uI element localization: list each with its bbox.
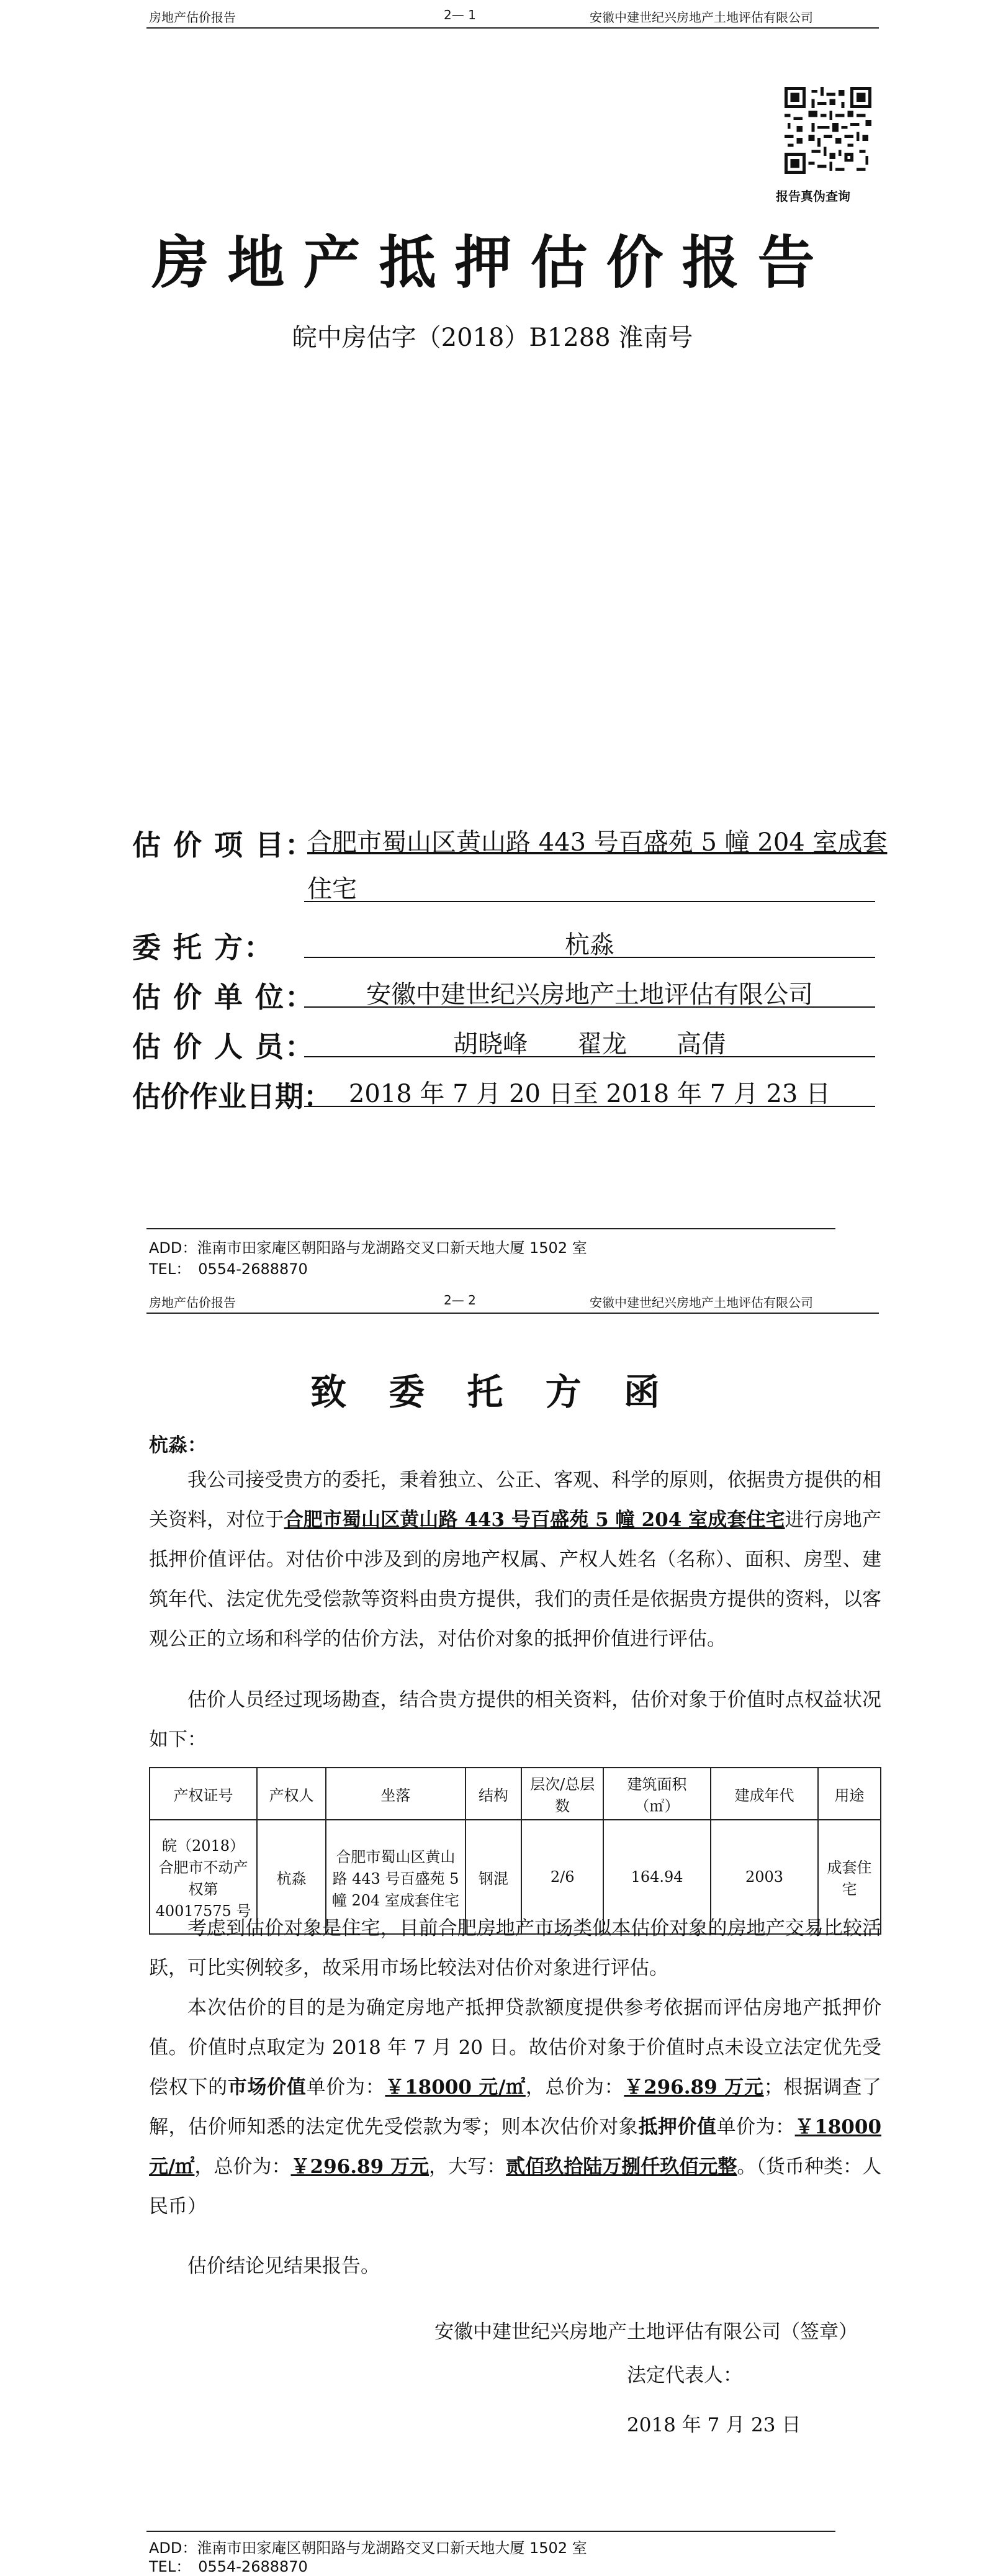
- footer-divider: [146, 1228, 835, 1229]
- paragraph-valuation: [149, 1988, 881, 2226]
- col-header: 坐落: [326, 1768, 465, 1820]
- market-total-price: ￥296.89 万元: [624, 2076, 764, 2099]
- footer-telephone: TEL： 0554-2688870: [149, 2558, 308, 2575]
- paragraph-method: 考虑到估价对象是住宅，目前合肥房地产市场类似本估价对象的房地产交易比较活跃，可比实例较多，故采用市场比较法对估价对象进行评估。: [149, 1917, 881, 1979]
- underline: [304, 1006, 875, 1008]
- field-label-project: 估 价 项 目：: [132, 828, 315, 862]
- mortgage-value-label: 抵押价值: [638, 2116, 717, 2138]
- header-page-number: 2— 1: [444, 7, 476, 22]
- paragraph-intro: [149, 1460, 881, 1659]
- cell-location: 合肥市蜀山区黄山路 443 号百盛苑 5 幢 204 室成套住宅: [326, 1820, 465, 1934]
- paragraph-inspection: 估价人员经过现场勘查，结合贵方提供的相关资料，估价对象于价值时点权益状况如下：: [149, 1689, 881, 1751]
- footer-address: ADD：淮南市田家庵区朝阳路与龙湖路交叉口新天地大厦 1502 室: [149, 1239, 587, 1257]
- signature-company: 安徽中建世纪兴房地产土地评估有限公司（签章）: [434, 2321, 858, 2343]
- field-value-client: 杭淼: [565, 931, 614, 959]
- cell-area: 164.94: [603, 1820, 711, 1934]
- salutation: 杭淼：: [149, 1434, 207, 1457]
- qr-code-icon[interactable]: [785, 87, 871, 174]
- col-header: 用途: [818, 1768, 881, 1820]
- col-header: 产权人: [257, 1768, 326, 1820]
- col-header: 建成年代: [711, 1768, 818, 1820]
- field-label-work-date: 估价作业日期：: [132, 1080, 332, 1113]
- cell-structure: 钢混: [466, 1820, 522, 1934]
- cell-certificate: 皖（2018）合肥市不动产权第 40017575 号: [150, 1820, 257, 1934]
- header-page-number: 2— 2: [444, 1293, 476, 1308]
- intro-text-cont: 进行房地产抵押价值评估。对估价中涉及到的房地产权属、产权人姓名（名称）、面积、房型、建筑年代、法定优先受偿款等资料由贵方提供，我们的责任是依据贵方提供的资料，以客观公正的立场和科学的估价方法，对估价对象的抵押价值进行评估。: [149, 1509, 882, 1650]
- intro-text: 我公司接受贵方的委托，秉着独立、公正、客观、科学的原则，依据贵方提供的相关资料，对位于: [149, 1469, 881, 1531]
- cell-floor: 2/6: [521, 1820, 603, 1934]
- header-report-type: 房地产估价报告: [149, 1295, 236, 1310]
- report-title: 房地产抵押估价报告: [151, 229, 834, 296]
- valuation-text: ；根据调查了解，估价师知悉的法定优先受偿款为零；则本次估价对象: [149, 2076, 882, 2138]
- cell-owner: 杭淼: [257, 1820, 326, 1934]
- header-company: 安徽中建世纪兴房地产土地评估有限公司: [590, 10, 813, 25]
- field-label-client: 委 托 方：: [132, 931, 274, 964]
- property-address: 合肥市蜀山区黄山路 443 号百盛苑 5 幢 204 室成套住宅: [284, 1509, 785, 1531]
- table-header-row: [150, 1768, 881, 1820]
- underline: [304, 1106, 875, 1107]
- header-divider: [146, 1313, 879, 1314]
- col-header: 层次/总层数: [521, 1768, 603, 1820]
- valuation-text: 。（货币种类：人民币）: [149, 2156, 882, 2218]
- underline: [304, 957, 875, 958]
- field-value-work-date: 2018 年 7 月 20 日至 2018 年 7 月 23 日: [348, 1080, 831, 1108]
- total-price-in-words: 贰佰玖拾陆万捌仟玖佰元整: [506, 2156, 737, 2178]
- footer-address: ADD：淮南市田家庵区朝阳路与龙湖路交叉口新天地大厦 1502 室: [149, 2539, 587, 2557]
- underline: [304, 1056, 875, 1057]
- valuation-text: ，总价为：: [194, 2156, 291, 2178]
- mortgage-total-price: ￥296.89 万元: [290, 2156, 430, 2178]
- report-number: 皖中房估字（2018）B1288 淮南号: [292, 323, 693, 352]
- valuation-text: 单价为：: [306, 2076, 385, 2099]
- col-header: 建筑面积（㎡）: [603, 1768, 711, 1820]
- letter-title: 致 委 托 方 函: [310, 1371, 675, 1413]
- mortgage-unit-price: ￥18000 元/㎡: [149, 2116, 882, 2178]
- valuation-text: 本次估价的目的是为确定房地产抵押贷款额度提供参考依据而评估房地产抵押价值。价值时点取定为 2018 年 7 月 20 日。故估价对象于价值时点未设立法定优先受偿权下的: [149, 1997, 881, 2099]
- field-label-appraiser-org: 估 价 单 位：: [132, 980, 315, 1014]
- paragraph-conclusion: 估价结论见结果报告。: [187, 2255, 380, 2277]
- qr-caption: 报告真伪查询: [776, 189, 850, 204]
- col-header: 产权证号: [150, 1768, 257, 1820]
- underline: [304, 901, 875, 902]
- valuation-text: ，大写：: [429, 2156, 506, 2178]
- cell-usage: 成套住宅: [818, 1820, 881, 1934]
- field-label-appraisers: 估 价 人 员：: [132, 1030, 315, 1064]
- field-value-project-cont: 住宅: [307, 875, 357, 903]
- header-company: 安徽中建世纪兴房地产土地评估有限公司: [590, 1295, 813, 1310]
- field-value-appraisers: 胡晓峰 翟龙 高倩: [453, 1030, 726, 1059]
- header-divider: [146, 27, 879, 29]
- footer-divider: [146, 2531, 835, 2532]
- signature-legal-rep: 法定代表人：: [627, 2364, 742, 2387]
- market-value-label: 市场价值: [227, 2076, 307, 2099]
- valuation-text: ，总价为：: [525, 2076, 624, 2099]
- field-value-project: 合肥市蜀山区黄山路 443 号百盛苑 5 幢 204 室成套: [307, 828, 888, 857]
- header-report-type: 房地产估价报告: [149, 10, 236, 25]
- signature-date: 2018 年 7 月 23 日: [627, 2414, 801, 2436]
- valuation-text: 单价为：: [716, 2116, 795, 2138]
- footer-telephone: TEL： 0554-2688870: [149, 1260, 308, 1278]
- field-value-appraiser-org: 安徽中建世纪兴房地产土地评估有限公司: [366, 980, 813, 1009]
- col-header: 结构: [466, 1768, 522, 1820]
- market-unit-price: ￥18000 元/㎡: [385, 2076, 526, 2099]
- cell-year: 2003: [711, 1820, 818, 1934]
